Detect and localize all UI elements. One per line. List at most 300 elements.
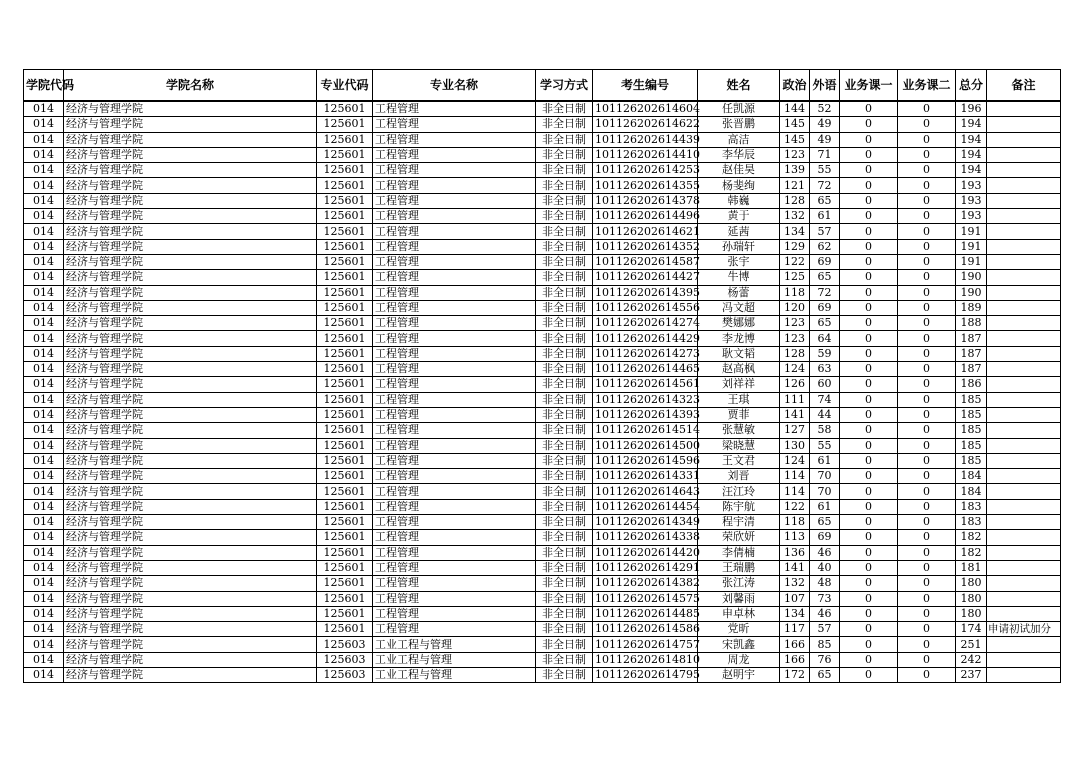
remarks-cell: [987, 469, 1061, 484]
college-name-cell: 经济与管理学院: [64, 515, 317, 530]
subject-one-score-cell: 0: [840, 423, 898, 438]
subject-two-score-cell: 0: [898, 285, 956, 300]
foreign-language-score-cell: 72: [810, 178, 840, 193]
remarks-cell: [987, 499, 1061, 514]
subject-one-score-cell: 0: [840, 377, 898, 392]
major-code-cell: 125601: [317, 316, 373, 331]
subject-two-score-cell: 0: [898, 132, 956, 147]
college-name-cell: 经济与管理学院: [64, 484, 317, 499]
study-mode-cell: 非全日制: [536, 270, 593, 285]
subject-two-score-cell: 0: [898, 224, 956, 239]
subject-two-score-cell: 0: [898, 407, 956, 422]
foreign-language-score-cell: 64: [810, 331, 840, 346]
major-name-cell: 工程管理: [373, 316, 536, 331]
subject-one-score-cell: 0: [840, 331, 898, 346]
subject-one-score-cell: 0: [840, 576, 898, 591]
remarks-cell: [987, 438, 1061, 453]
total-score-cell: 185: [956, 407, 987, 422]
table-row: [24, 178, 1061, 193]
remarks-cell: 申请初试加分: [987, 622, 1061, 637]
college-name-cell: 经济与管理学院: [64, 362, 317, 377]
total-score-cell: 181: [956, 560, 987, 575]
study-mode-cell: 非全日制: [536, 515, 593, 530]
politics-score-cell: 141: [780, 560, 810, 575]
remarks-cell: [987, 637, 1061, 652]
major-code-cell: 125603: [317, 652, 373, 667]
foreign-language-score-cell: 61: [810, 453, 840, 468]
remarks-cell: [987, 163, 1061, 178]
total-score-cell: 174: [956, 622, 987, 637]
candidate-id-cell: 101126202614757: [593, 637, 698, 652]
foreign-language-score-cell: 57: [810, 224, 840, 239]
college-code-cell: 014: [24, 484, 64, 499]
study-mode-cell: 非全日制: [536, 101, 593, 117]
major-code-cell: 125601: [317, 484, 373, 499]
remarks-cell: [987, 377, 1061, 392]
foreign-language-score-cell: 76: [810, 652, 840, 667]
politics-score-cell: 141: [780, 407, 810, 422]
politics-score-cell: 134: [780, 606, 810, 621]
subject-two-score-cell: 0: [898, 362, 956, 377]
politics-score-cell: 134: [780, 224, 810, 239]
subject-two-score-cell: 0: [898, 545, 956, 560]
college-name-cell: 经济与管理学院: [64, 178, 317, 193]
total-score-cell: 251: [956, 637, 987, 652]
candidate-id-cell: 101126202614604: [593, 101, 698, 117]
major-code-cell: 125601: [317, 209, 373, 224]
foreign-language-score-cell: 65: [810, 515, 840, 530]
college-name-cell: 经济与管理学院: [64, 316, 317, 331]
table-row: [24, 606, 1061, 621]
table-row: [24, 147, 1061, 162]
foreign-language-score-cell: 46: [810, 545, 840, 560]
college-name-cell: 经济与管理学院: [64, 423, 317, 438]
politics-score-cell: 113: [780, 530, 810, 545]
total-score-cell: 184: [956, 484, 987, 499]
college-name-cell: 经济与管理学院: [64, 560, 317, 575]
study-mode-cell: 非全日制: [536, 469, 593, 484]
subject-one-score-cell: 0: [840, 469, 898, 484]
table-row: [24, 438, 1061, 453]
total-score-cell: 191: [956, 224, 987, 239]
study-mode-cell: 非全日制: [536, 591, 593, 606]
politics-score-cell: 172: [780, 667, 810, 682]
politics-score-cell: 129: [780, 239, 810, 254]
col-header-foreign-language: 外语: [810, 70, 840, 102]
major-name-cell: 工程管理: [373, 622, 536, 637]
study-mode-cell: 非全日制: [536, 576, 593, 591]
name-cell: 荣欣妍: [698, 530, 780, 545]
subject-two-score-cell: 0: [898, 469, 956, 484]
name-cell: 宋凯鑫: [698, 637, 780, 652]
subject-one-score-cell: 0: [840, 545, 898, 560]
candidate-id-cell: 101126202614427: [593, 270, 698, 285]
major-code-cell: 125601: [317, 622, 373, 637]
major-code-cell: 125601: [317, 606, 373, 621]
name-cell: 贾菲: [698, 407, 780, 422]
name-cell: 赵明宇: [698, 667, 780, 682]
name-cell: 高洁: [698, 132, 780, 147]
major-name-cell: 工程管理: [373, 101, 536, 117]
major-code-cell: 125601: [317, 239, 373, 254]
study-mode-cell: 非全日制: [536, 163, 593, 178]
candidate-id-cell: 101126202614420: [593, 545, 698, 560]
college-name-cell: 经济与管理学院: [64, 163, 317, 178]
foreign-language-score-cell: 52: [810, 101, 840, 117]
college-name-cell: 经济与管理学院: [64, 469, 317, 484]
major-name-cell: 工程管理: [373, 453, 536, 468]
college-code-cell: 014: [24, 285, 64, 300]
total-score-cell: 189: [956, 300, 987, 315]
college-code-cell: 014: [24, 331, 64, 346]
major-name-cell: 工程管理: [373, 209, 536, 224]
name-cell: 王瑞鹏: [698, 560, 780, 575]
subject-two-score-cell: 0: [898, 270, 956, 285]
study-mode-cell: 非全日制: [536, 224, 593, 239]
subject-one-score-cell: 0: [840, 484, 898, 499]
candidate-id-cell: 101126202614587: [593, 254, 698, 269]
subject-one-score-cell: 0: [840, 300, 898, 315]
study-mode-cell: 非全日制: [536, 606, 593, 621]
foreign-language-score-cell: 46: [810, 606, 840, 621]
remarks-cell: [987, 193, 1061, 208]
subject-two-score-cell: 0: [898, 147, 956, 162]
subject-one-score-cell: 0: [840, 101, 898, 117]
subject-one-score-cell: 0: [840, 316, 898, 331]
remarks-cell: [987, 270, 1061, 285]
college-name-cell: 经济与管理学院: [64, 453, 317, 468]
candidate-id-cell: 101126202614575: [593, 591, 698, 606]
college-code-cell: 014: [24, 606, 64, 621]
foreign-language-score-cell: 63: [810, 362, 840, 377]
remarks-cell: [987, 117, 1061, 132]
total-score-cell: 190: [956, 270, 987, 285]
foreign-language-score-cell: 72: [810, 285, 840, 300]
subject-one-score-cell: 0: [840, 438, 898, 453]
college-name-cell: 经济与管理学院: [64, 193, 317, 208]
college-code-cell: 014: [24, 147, 64, 162]
major-code-cell: 125601: [317, 377, 373, 392]
table-row: [24, 193, 1061, 208]
foreign-language-score-cell: 85: [810, 637, 840, 652]
major-code-cell: 125601: [317, 331, 373, 346]
candidate-id-cell: 101126202614485: [593, 606, 698, 621]
name-cell: 赵高枫: [698, 362, 780, 377]
college-name-cell: 经济与管理学院: [64, 209, 317, 224]
college-name-cell: 经济与管理学院: [64, 606, 317, 621]
admission-score-table: [23, 69, 1061, 683]
major-code-cell: 125601: [317, 346, 373, 361]
subject-two-score-cell: 0: [898, 622, 956, 637]
name-cell: 牛博: [698, 270, 780, 285]
politics-score-cell: 118: [780, 515, 810, 530]
subject-two-score-cell: 0: [898, 331, 956, 346]
subject-two-score-cell: 0: [898, 438, 956, 453]
politics-score-cell: 122: [780, 254, 810, 269]
college-name-cell: 经济与管理学院: [64, 438, 317, 453]
name-cell: 张江涛: [698, 576, 780, 591]
college-code-cell: 014: [24, 132, 64, 147]
total-score-cell: 185: [956, 453, 987, 468]
table-row: [24, 622, 1061, 637]
major-name-cell: 工程管理: [373, 484, 536, 499]
remarks-cell: [987, 530, 1061, 545]
table-row: [24, 515, 1061, 530]
politics-score-cell: 166: [780, 637, 810, 652]
name-cell: 张慧敏: [698, 423, 780, 438]
major-name-cell: 工程管理: [373, 499, 536, 514]
major-name-cell: 工程管理: [373, 254, 536, 269]
table-row: [24, 209, 1061, 224]
subject-one-score-cell: 0: [840, 591, 898, 606]
name-cell: 刘晋: [698, 469, 780, 484]
table-body: [24, 101, 1061, 683]
total-score-cell: 185: [956, 438, 987, 453]
study-mode-cell: 非全日制: [536, 392, 593, 407]
name-cell: 陈宇航: [698, 499, 780, 514]
table-row: [24, 270, 1061, 285]
subject-one-score-cell: 0: [840, 667, 898, 682]
college-code-cell: 014: [24, 453, 64, 468]
college-code-cell: 014: [24, 209, 64, 224]
subject-two-score-cell: 0: [898, 316, 956, 331]
subject-two-score-cell: 0: [898, 515, 956, 530]
college-code-cell: 014: [24, 392, 64, 407]
college-name-cell: 经济与管理学院: [64, 254, 317, 269]
col-header-study-mode: 学习方式: [536, 70, 593, 102]
name-cell: 党昕: [698, 622, 780, 637]
subject-two-score-cell: 0: [898, 101, 956, 117]
study-mode-cell: 非全日制: [536, 331, 593, 346]
remarks-cell: [987, 667, 1061, 682]
total-score-cell: 194: [956, 163, 987, 178]
subject-one-score-cell: 0: [840, 622, 898, 637]
politics-score-cell: 124: [780, 453, 810, 468]
col-header-major-name: 专业名称: [373, 70, 536, 102]
college-name-cell: 经济与管理学院: [64, 591, 317, 606]
remarks-cell: [987, 209, 1061, 224]
college-code-cell: 014: [24, 300, 64, 315]
candidate-id-cell: 101126202614556: [593, 300, 698, 315]
major-code-cell: 125601: [317, 423, 373, 438]
study-mode-cell: 非全日制: [536, 147, 593, 162]
remarks-cell: [987, 254, 1061, 269]
name-cell: 张晋鹏: [698, 117, 780, 132]
table-row: [24, 285, 1061, 300]
study-mode-cell: 非全日制: [536, 545, 593, 560]
table-row: [24, 591, 1061, 606]
major-code-cell: 125601: [317, 254, 373, 269]
politics-score-cell: 128: [780, 193, 810, 208]
name-cell: 申卓林: [698, 606, 780, 621]
major-name-cell: 工程管理: [373, 239, 536, 254]
foreign-language-score-cell: 61: [810, 209, 840, 224]
foreign-language-score-cell: 69: [810, 530, 840, 545]
foreign-language-score-cell: 49: [810, 132, 840, 147]
subject-one-score-cell: 0: [840, 270, 898, 285]
major-name-cell: 工程管理: [373, 285, 536, 300]
study-mode-cell: 非全日制: [536, 178, 593, 193]
total-score-cell: 180: [956, 576, 987, 591]
name-cell: 李倩楠: [698, 545, 780, 560]
total-score-cell: 185: [956, 423, 987, 438]
major-code-cell: 125601: [317, 132, 373, 147]
major-code-cell: 125601: [317, 499, 373, 514]
major-code-cell: 125601: [317, 178, 373, 193]
table-row: [24, 254, 1061, 269]
total-score-cell: 191: [956, 239, 987, 254]
name-cell: 任凯源: [698, 101, 780, 117]
candidate-id-cell: 101126202614586: [593, 622, 698, 637]
name-cell: 汪江玲: [698, 484, 780, 499]
subject-two-score-cell: 0: [898, 117, 956, 132]
remarks-cell: [987, 484, 1061, 499]
subject-one-score-cell: 0: [840, 392, 898, 407]
candidate-id-cell: 101126202614643: [593, 484, 698, 499]
table-row: [24, 377, 1061, 392]
name-cell: 延茜: [698, 224, 780, 239]
college-name-cell: 经济与管理学院: [64, 224, 317, 239]
politics-score-cell: 117: [780, 622, 810, 637]
remarks-cell: [987, 285, 1061, 300]
subject-one-score-cell: 0: [840, 209, 898, 224]
college-name-cell: 经济与管理学院: [64, 377, 317, 392]
remarks-cell: [987, 652, 1061, 667]
subject-one-score-cell: 0: [840, 637, 898, 652]
remarks-cell: [987, 316, 1061, 331]
table-row: [24, 576, 1061, 591]
study-mode-cell: 非全日制: [536, 193, 593, 208]
candidate-id-cell: 101126202614355: [593, 178, 698, 193]
subject-one-score-cell: 0: [840, 117, 898, 132]
study-mode-cell: 非全日制: [536, 300, 593, 315]
study-mode-cell: 非全日制: [536, 316, 593, 331]
study-mode-cell: 非全日制: [536, 377, 593, 392]
remarks-cell: [987, 423, 1061, 438]
foreign-language-score-cell: 60: [810, 377, 840, 392]
total-score-cell: 187: [956, 362, 987, 377]
politics-score-cell: 125: [780, 270, 810, 285]
subject-two-score-cell: 0: [898, 392, 956, 407]
table-row: [24, 484, 1061, 499]
college-name-cell: 经济与管理学院: [64, 545, 317, 560]
subject-one-score-cell: 0: [840, 193, 898, 208]
college-name-cell: 经济与管理学院: [64, 101, 317, 117]
name-cell: 梁晓慧: [698, 438, 780, 453]
major-name-cell: 工业工程与管理: [373, 652, 536, 667]
subject-two-score-cell: 0: [898, 239, 956, 254]
col-header-candidate-id: 考生编号: [593, 70, 698, 102]
subject-two-score-cell: 0: [898, 254, 956, 269]
name-cell: 杨斐绚: [698, 178, 780, 193]
politics-score-cell: 132: [780, 209, 810, 224]
politics-score-cell: 166: [780, 652, 810, 667]
foreign-language-score-cell: 40: [810, 560, 840, 575]
major-code-cell: 125601: [317, 407, 373, 422]
college-code-cell: 014: [24, 377, 64, 392]
candidate-id-cell: 101126202614496: [593, 209, 698, 224]
politics-score-cell: 128: [780, 346, 810, 361]
foreign-language-score-cell: 48: [810, 576, 840, 591]
major-name-cell: 工程管理: [373, 132, 536, 147]
subject-two-score-cell: 0: [898, 163, 956, 178]
college-name-cell: 经济与管理学院: [64, 300, 317, 315]
remarks-cell: [987, 178, 1061, 193]
politics-score-cell: 136: [780, 545, 810, 560]
college-code-cell: 014: [24, 224, 64, 239]
foreign-language-score-cell: 49: [810, 117, 840, 132]
college-code-cell: 014: [24, 101, 64, 117]
major-name-cell: 工程管理: [373, 147, 536, 162]
table-row: [24, 163, 1061, 178]
college-code-cell: 014: [24, 254, 64, 269]
candidate-id-cell: 101126202614323: [593, 392, 698, 407]
major-code-cell: 125603: [317, 667, 373, 682]
study-mode-cell: 非全日制: [536, 254, 593, 269]
politics-score-cell: 111: [780, 392, 810, 407]
major-name-cell: 工程管理: [373, 530, 536, 545]
college-name-cell: 经济与管理学院: [64, 637, 317, 652]
college-code-cell: 014: [24, 163, 64, 178]
politics-score-cell: 126: [780, 377, 810, 392]
foreign-language-score-cell: 61: [810, 499, 840, 514]
foreign-language-score-cell: 55: [810, 438, 840, 453]
subject-one-score-cell: 0: [840, 224, 898, 239]
study-mode-cell: 非全日制: [536, 117, 593, 132]
major-code-cell: 125601: [317, 469, 373, 484]
college-name-cell: 经济与管理学院: [64, 331, 317, 346]
major-name-cell: 工程管理: [373, 178, 536, 193]
table-row: [24, 239, 1061, 254]
college-name-cell: 经济与管理学院: [64, 499, 317, 514]
remarks-cell: [987, 576, 1061, 591]
foreign-language-score-cell: 65: [810, 193, 840, 208]
remarks-cell: [987, 545, 1061, 560]
table-row: [24, 423, 1061, 438]
remarks-cell: [987, 331, 1061, 346]
col-header-remarks: 备注: [987, 70, 1061, 102]
college-code-cell: 014: [24, 270, 64, 285]
candidate-id-cell: 101126202614273: [593, 346, 698, 361]
header-row: [24, 70, 1061, 102]
candidate-id-cell: 101126202614810: [593, 652, 698, 667]
major-code-cell: 125601: [317, 193, 373, 208]
college-code-cell: 014: [24, 438, 64, 453]
total-score-cell: 237: [956, 667, 987, 682]
major-name-cell: 工程管理: [373, 117, 536, 132]
remarks-cell: [987, 606, 1061, 621]
name-cell: 韩巍: [698, 193, 780, 208]
study-mode-cell: 非全日制: [536, 530, 593, 545]
study-mode-cell: 非全日制: [536, 239, 593, 254]
foreign-language-score-cell: 69: [810, 254, 840, 269]
foreign-language-score-cell: 73: [810, 591, 840, 606]
college-code-cell: 014: [24, 178, 64, 193]
subject-one-score-cell: 0: [840, 515, 898, 530]
college-name-cell: 经济与管理学院: [64, 270, 317, 285]
major-code-cell: 125601: [317, 270, 373, 285]
college-code-cell: 014: [24, 652, 64, 667]
politics-score-cell: 145: [780, 132, 810, 147]
major-code-cell: 125601: [317, 285, 373, 300]
name-cell: 周龙: [698, 652, 780, 667]
politics-score-cell: 114: [780, 469, 810, 484]
major-name-cell: 工程管理: [373, 362, 536, 377]
college-code-cell: 014: [24, 622, 64, 637]
college-code-cell: 014: [24, 560, 64, 575]
major-code-cell: 125601: [317, 515, 373, 530]
study-mode-cell: 非全日制: [536, 499, 593, 514]
